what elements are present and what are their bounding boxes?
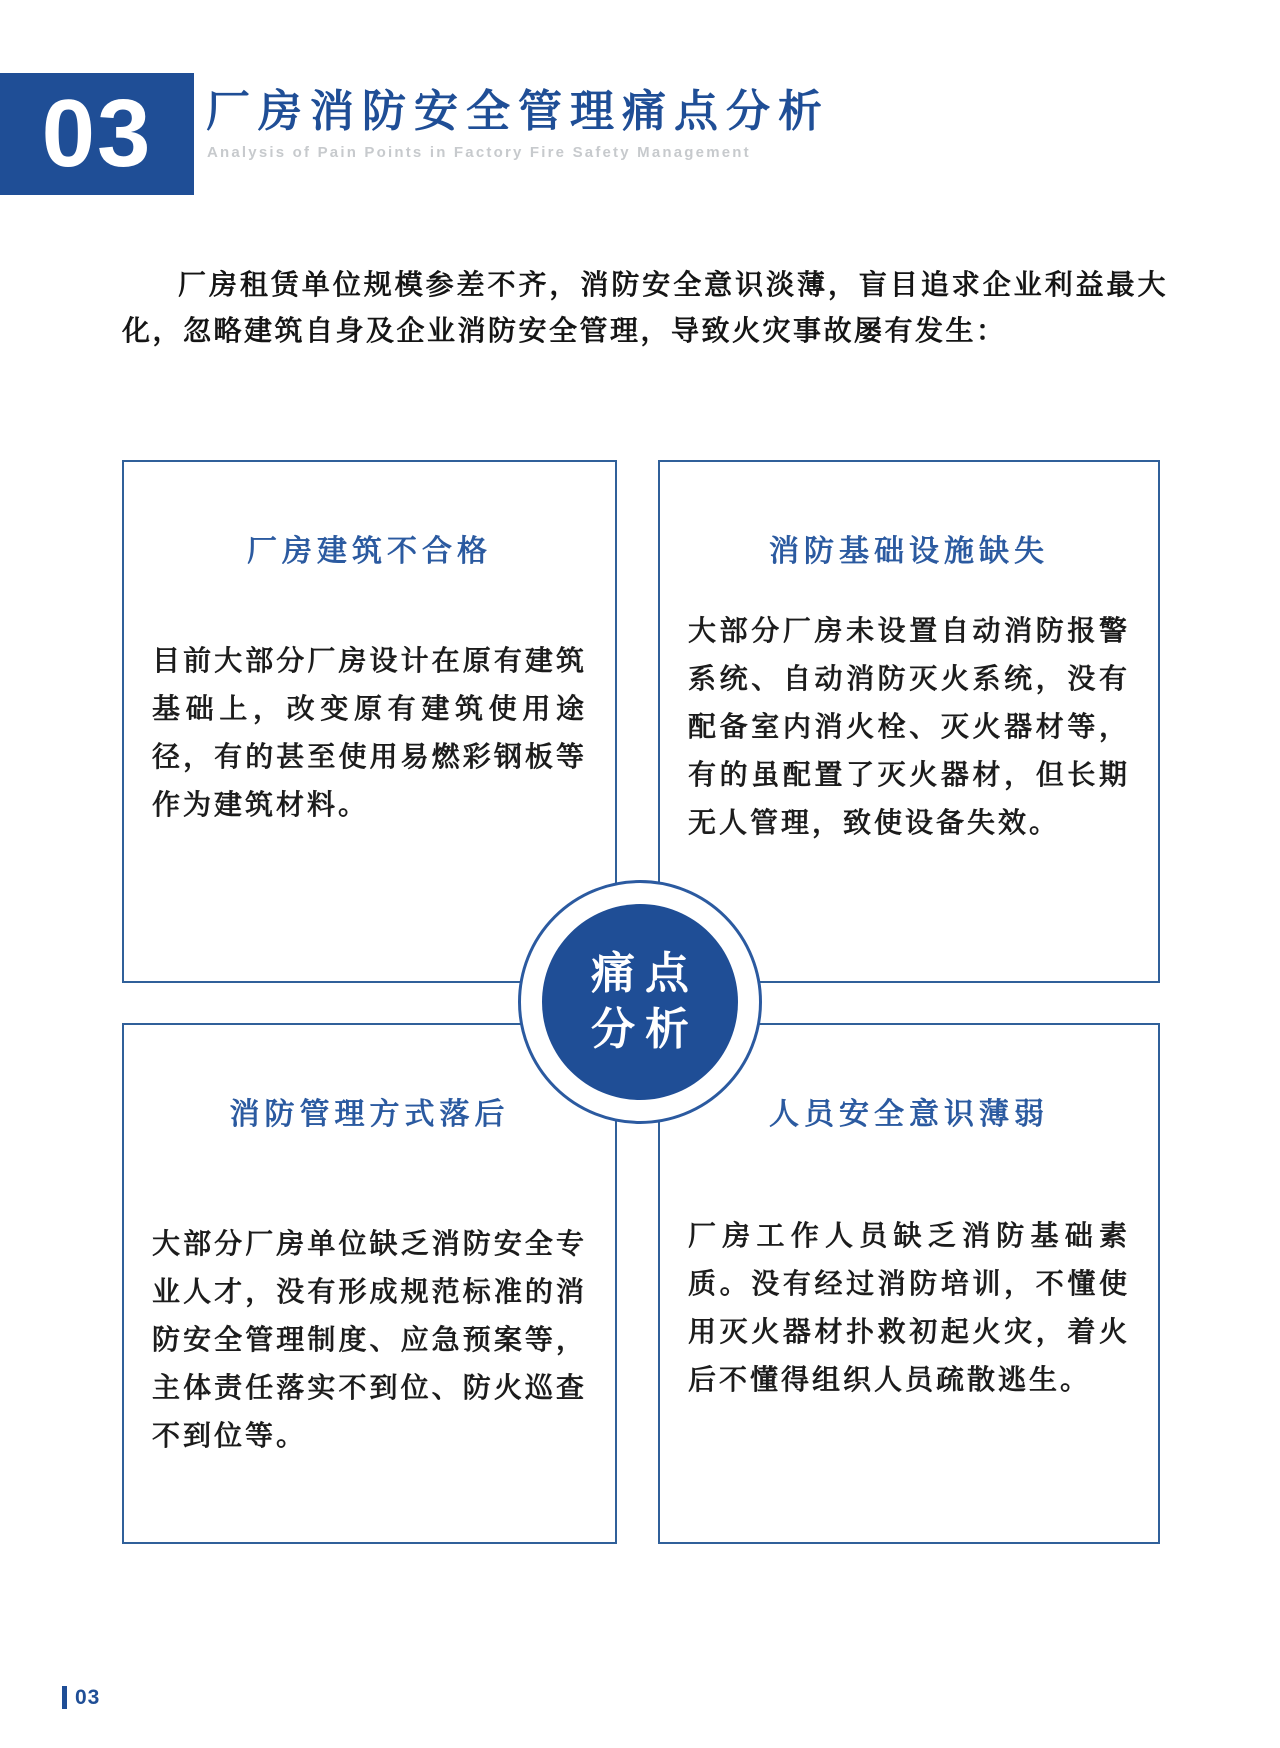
pain-point-badge-circle [542,904,738,1100]
card-body: 大部分厂房未设置自动消防报警系统、自动消防灭火系统，没有配备室内消火栓、灭火器材等，有的虽配置了灭火器材，但长期无人管理，致使设备失效。 [688,615,1130,838]
card-body: 厂房工作人员缺乏消防基础素质。没有经过消防培训，不懂使用灭火器材扑救初起火灾，着火后不懂得组织人员疏散逃生。 [688,1220,1130,1395]
card-title: 人员安全意识薄弱 [769,1098,1049,1131]
card-body: 大部分厂房单位缺乏消防安全专业人才，没有形成规范标准的消防安全管理制度、应急预案等，主体责任落实不到位、防火巡查不到位等。 [152,1228,587,1451]
page-subtitle: Analysis of Pain Points in Factory Fire Safety Management [207,144,751,161]
card-missing-fire-infrastructure [658,460,1160,983]
card-title: 消防管理方式落后 [229,1098,510,1131]
card-body: 目前大部分厂房设计在原有建筑基础上，改变原有建筑使用途径，有的甚至使用易燃彩钢板等作为建筑材料。 [152,645,587,820]
page-title: 厂房消防安全管理痛点分析 [206,87,830,136]
card-title: 厂房建筑不合格 [247,535,492,568]
badge-text-line2: 分析 [591,1005,699,1054]
badge-text-line1: 痛点 [591,949,699,998]
section-number-box [0,73,194,195]
section-number: 03 [41,80,153,187]
footer-accent-bar [62,1686,67,1709]
page-number: 03 [75,1686,101,1709]
page-footer [62,1686,100,1709]
card-building-noncompliant [122,460,617,983]
card-title: 消防基础设施缺失 [769,535,1049,568]
intro-paragraph: 厂房租赁单位规模参差不齐，消防安全意识淡薄，盲目追求企业利益最大化，忽略建筑自身及企业消防安全管理，导致火灾事故屡有发生： [122,269,1168,346]
card-outdated-management [122,1023,617,1544]
pain-point-badge [518,880,762,1124]
card-weak-safety-awareness [658,1023,1160,1544]
